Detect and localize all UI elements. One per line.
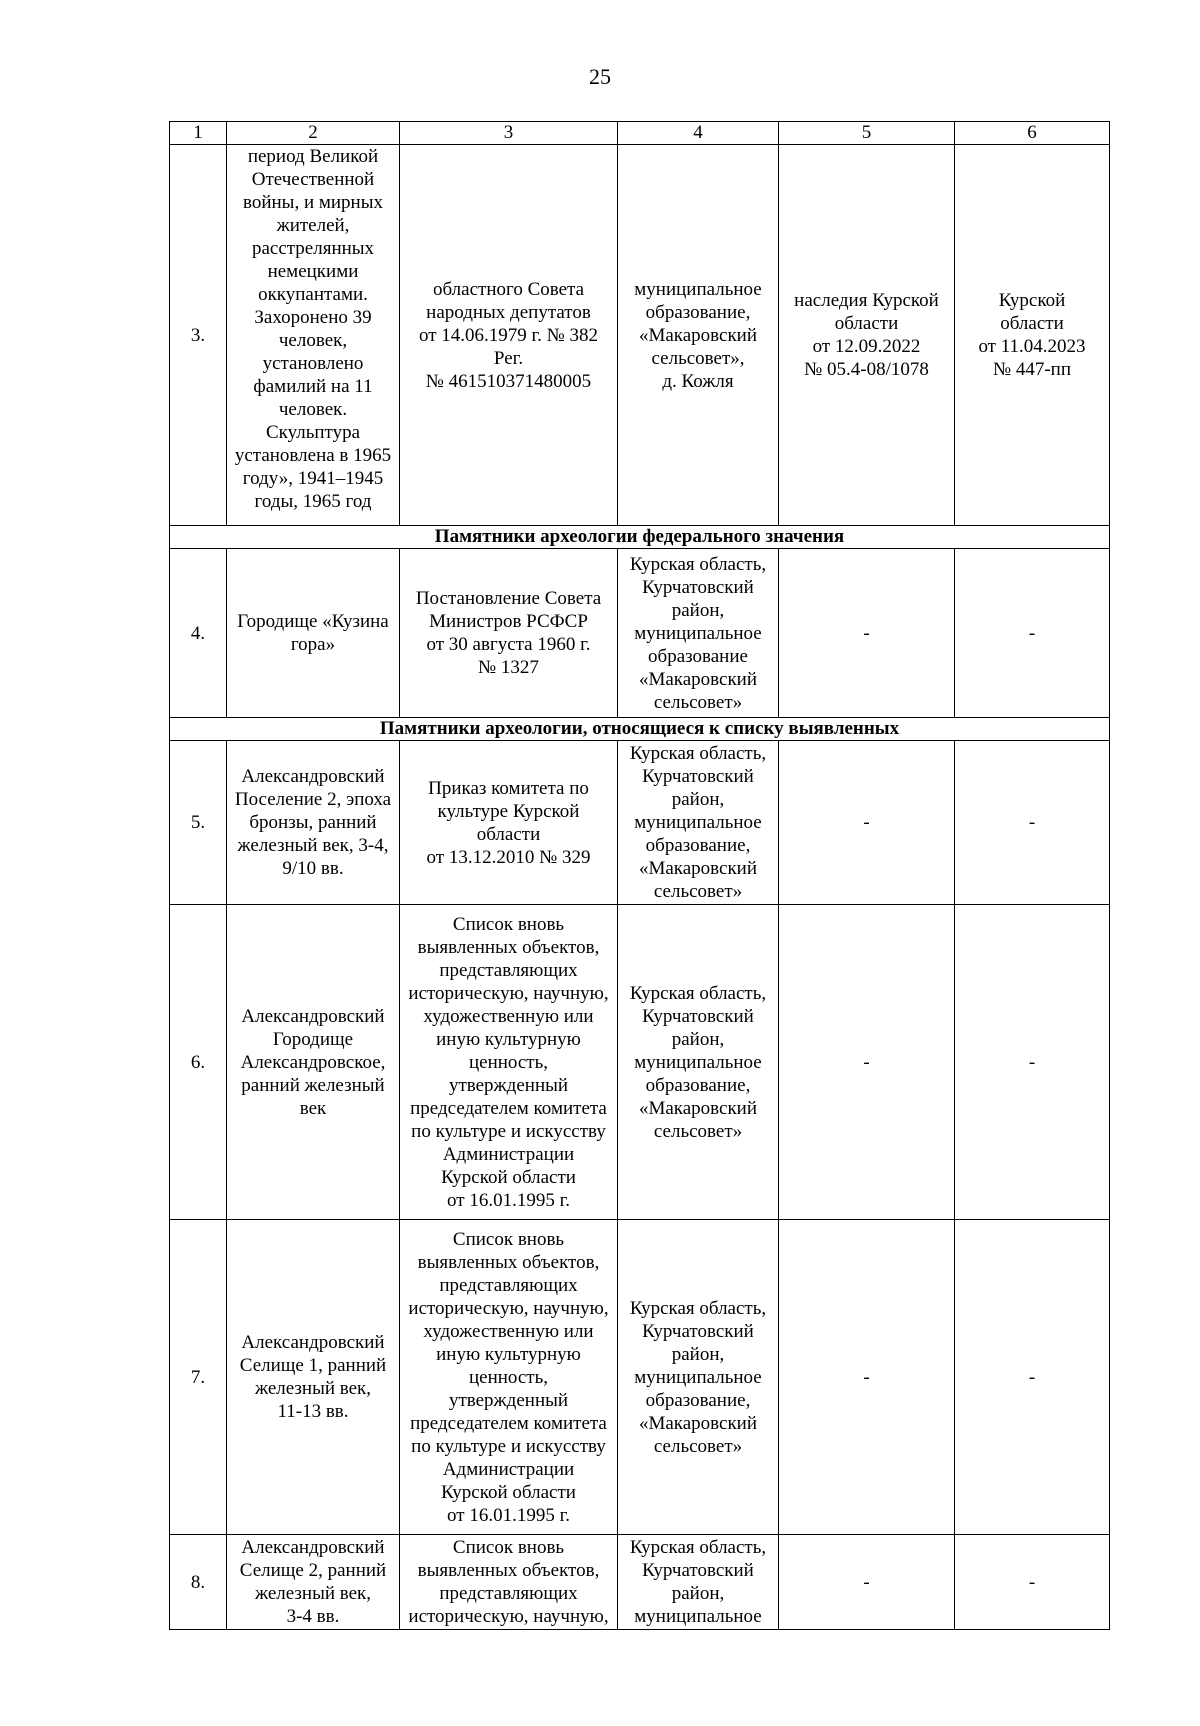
column-6-value: - — [955, 1535, 1110, 1630]
column-6-value: - — [955, 1220, 1110, 1535]
row-number: 8. — [170, 1535, 227, 1630]
object-location: Курская область, Курчатовский район, муниципальное образование, «Макаровский сельсовет» — [618, 905, 779, 1220]
object-location: муниципальное образование, «Макаровский сельсовет», д. Кожля — [618, 145, 779, 526]
row-number: 3. — [170, 145, 227, 526]
column-number-3: 3 — [400, 122, 618, 145]
table-row — [170, 741, 1110, 905]
section-header-row — [170, 718, 1110, 741]
column-6-value: - — [955, 905, 1110, 1220]
object-name: Александровский Поселение 2, эпоха бронзы, ранний железный век, 3-4, 9/10 вв. — [227, 741, 400, 905]
column-5-value: - — [779, 549, 955, 718]
object-location: Курская область, Курчатовский район, муниципальное — [618, 1535, 779, 1630]
section-title: Памятники археологии, относящиеся к списку выявленных — [170, 718, 1110, 741]
column-6-value: - — [955, 549, 1110, 718]
table-row — [170, 549, 1110, 718]
section-header-row — [170, 526, 1110, 549]
heritage-registry-table — [169, 121, 1110, 1630]
object-name: период Великой Отечественной войны, и мирных жителей, расстрелянных немецкими оккупантами. Захоронено 39 человек, установлено фамилий на 11 человек. Скульптура установлена в 1965 году», 1941–1945 годы, 1965 год — [227, 145, 400, 526]
row-number: 6. — [170, 905, 227, 1220]
legal-document: Список вновь выявленных объектов, представляющих историческую, научную, художественную или иную культурную ценность, утвержденный председателем комитета по культуре и искусству Администрации Курской области от 16.01.1995 г. — [400, 1220, 618, 1535]
legal-document: Постановление Совета Министров РСФСР от 30 августа 1960 г. № 1327 — [400, 549, 618, 718]
column-5-value: наследия Курской области от 12.09.2022 № 05.4-08/1078 — [779, 145, 955, 526]
table-row — [170, 145, 1110, 526]
legal-document: Список вновь выявленных объектов, представляющих историческую, научную, — [400, 1535, 618, 1630]
column-5-value: - — [779, 905, 955, 1220]
column-6-value: - — [955, 741, 1110, 905]
object-name: Александровский Селище 2, ранний железный век, 3-4 вв. — [227, 1535, 400, 1630]
column-5-value: - — [779, 1220, 955, 1535]
column-number-row — [170, 122, 1110, 145]
column-6-value: Курской области от 11.04.2023 № 447-пп — [955, 145, 1110, 526]
column-number-6: 6 — [955, 122, 1110, 145]
column-number-4: 4 — [618, 122, 779, 145]
table-row — [170, 1220, 1110, 1535]
object-name: Городище «Кузина гора» — [227, 549, 400, 718]
object-location: Курская область, Курчатовский район, муниципальное образование «Макаровский сельсовет» — [618, 549, 779, 718]
row-number: 5. — [170, 741, 227, 905]
column-5-value: - — [779, 1535, 955, 1630]
object-location: Курская область, Курчатовский район, муниципальное образование, «Макаровский сельсовет» — [618, 741, 779, 905]
legal-document: областного Совета народных депутатов от 14.06.1979 г. № 382 Рег. № 461510371480005 — [400, 145, 618, 526]
page-number: 25 — [589, 64, 611, 89]
column-number-1: 1 — [170, 122, 227, 145]
table-row — [170, 1535, 1110, 1630]
object-name: Александровский Городище Александровское, ранний железный век — [227, 905, 400, 1220]
row-number: 7. — [170, 1220, 227, 1535]
row-number: 4. — [170, 549, 227, 718]
object-name: Александровский Селище 1, ранний железный век, 11-13 вв. — [227, 1220, 400, 1535]
legal-document: Приказ комитета по культуре Курской области от 13.12.2010 № 329 — [400, 741, 618, 905]
legal-document: Список вновь выявленных объектов, представляющих историческую, научную, художественную или иную культурную ценность, утвержденный председателем комитета по культуре и искусству Администрации Курской области от 16.01.1995 г. — [400, 905, 618, 1220]
column-number-5: 5 — [779, 122, 955, 145]
column-5-value: - — [779, 741, 955, 905]
section-title: Памятники археологии федерального значения — [170, 526, 1110, 549]
table-row — [170, 905, 1110, 1220]
column-number-2: 2 — [227, 122, 400, 145]
object-location: Курская область, Курчатовский район, муниципальное образование, «Макаровский сельсовет» — [618, 1220, 779, 1535]
